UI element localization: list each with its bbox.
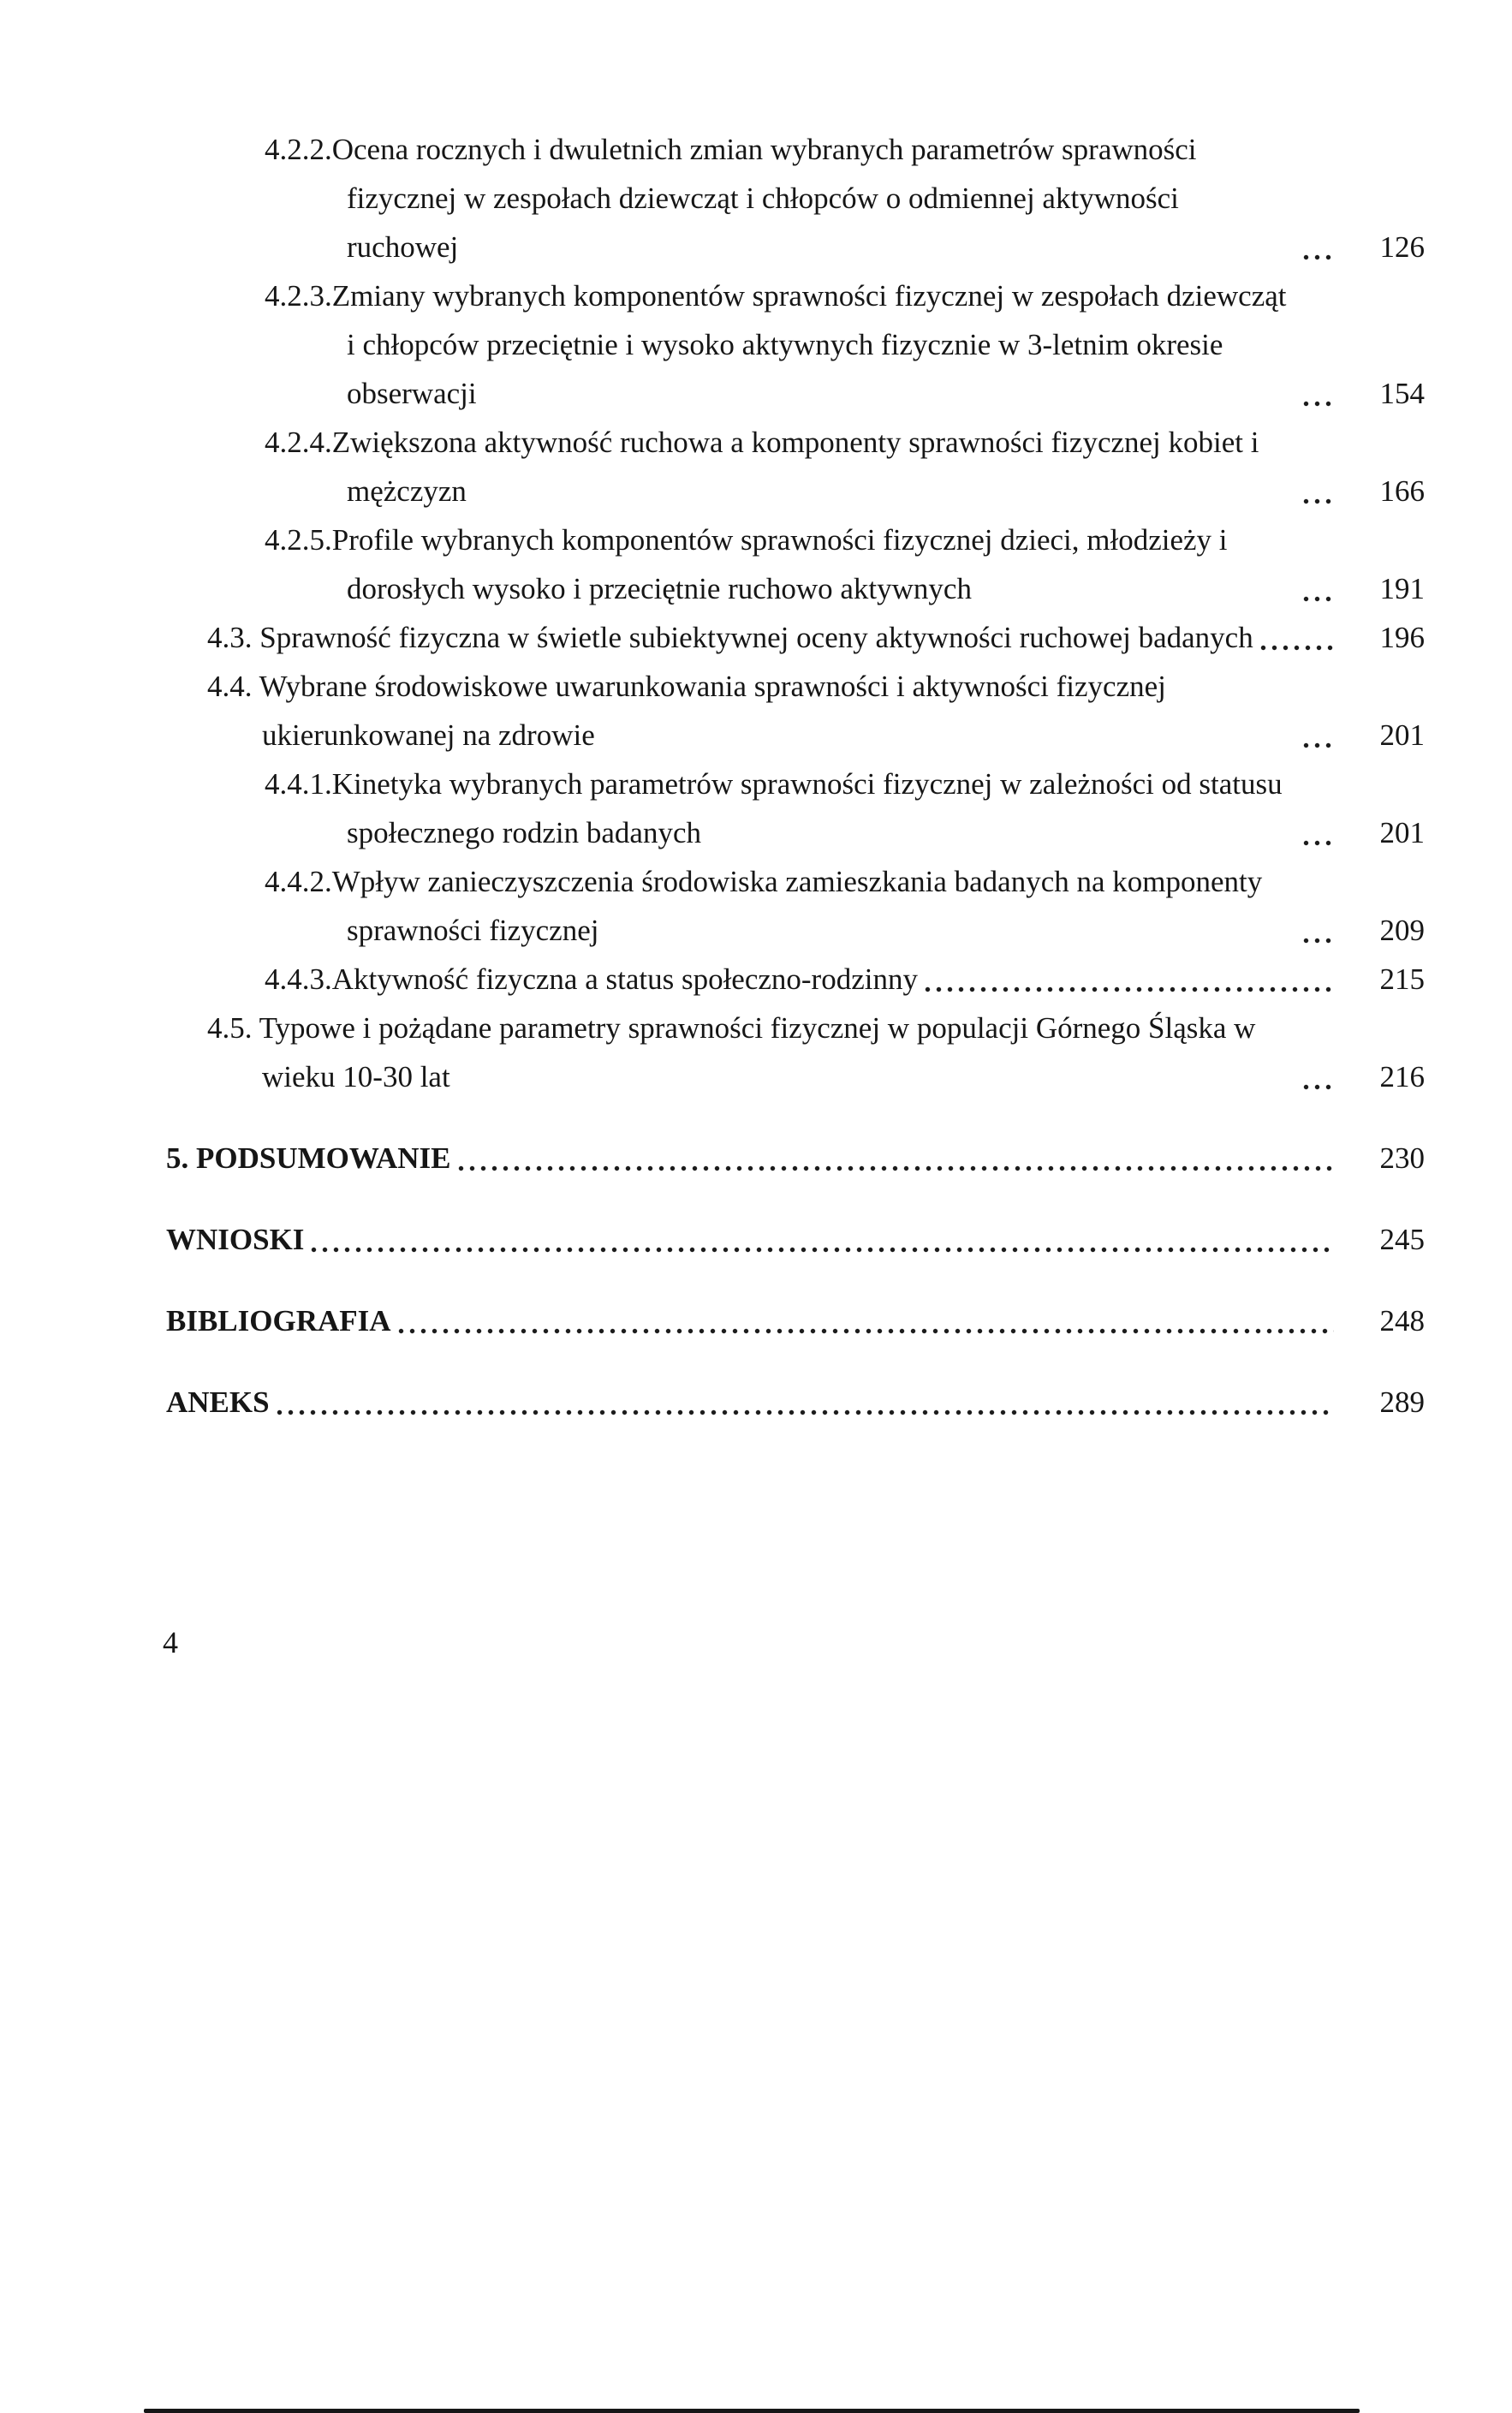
- toc-entry: [207, 662, 1425, 760]
- dot-leader: [277, 1409, 1334, 1415]
- toc-entry-label: 4.4.1.Kinetyka wybranych parametrów sprawności fizycznej w zależności od statusu społecznego rodzin badanych: [265, 767, 1283, 849]
- dot-leader: [925, 986, 1334, 992]
- dot-leader: [398, 1328, 1334, 1334]
- toc-entry-label: ANEKS: [166, 1385, 270, 1419]
- toc-entry-label: WNIOSKI: [166, 1223, 305, 1256]
- toc-entry-label: 4.4.3.Aktywność fizyczna a status społeczno-rodzinny: [265, 962, 918, 996]
- dot-leader: [1303, 742, 1334, 748]
- dot-leader: [1303, 401, 1334, 407]
- dot-leader: [1303, 254, 1334, 260]
- toc-entry-label: 4.3. Sprawność fizyczna w świetle subiektywnej oceny aktywności ruchowej badanych: [207, 621, 1253, 654]
- toc-entry-page: 230: [1379, 1141, 1425, 1175]
- toc-entry-label: 4.4. Wybrane środowiskowe uwarunkowania sprawności i aktywności fizycznej ukierunkowanej na zdrowie: [207, 670, 1166, 752]
- toc-entry-page: 201: [1379, 816, 1425, 849]
- toc-entry: [207, 1004, 1425, 1101]
- dot-leader: [1303, 938, 1334, 944]
- toc-entry-page: 196: [1379, 621, 1425, 654]
- toc-entry-page: 216: [1379, 1060, 1425, 1093]
- toc-entry: [166, 1378, 1425, 1427]
- toc-entry: [265, 418, 1425, 515]
- dot-leader: [311, 1247, 1334, 1253]
- dot-leader: [1260, 645, 1334, 651]
- toc-entry: [166, 1296, 1425, 1345]
- toc-entry-label: 4.4.2.Wpływ zanieczyszczenia środowiska zamieszkania badanych na komponenty sprawności fizycznej: [265, 865, 1263, 947]
- toc-entry-label: 4.2.5.Profile wybranych komponentów sprawności fizycznej dzieci, młodzieży i dorosłych wysoko i przeciętnie ruchowo aktywnych: [265, 523, 1228, 605]
- toc-entries: [166, 125, 1425, 1427]
- toc-entry: [265, 955, 1425, 1004]
- toc-entry: [207, 613, 1425, 662]
- toc-entry-label: BIBLIOGRAFIA: [166, 1304, 391, 1338]
- dot-leader: [1303, 498, 1334, 504]
- toc-entry-label: 4.2.2.Ocena rocznych i dwuletnich zmian wybranych parametrów sprawności fizycznej w zespołach dziewcząt i chłopców o odmiennej aktywności ruchowej: [265, 133, 1197, 264]
- toc-entry-page: 215: [1379, 962, 1425, 996]
- toc-entry-page: 154: [1379, 377, 1425, 410]
- dot-leader: [1303, 596, 1334, 602]
- toc-entry-page: 126: [1379, 230, 1425, 264]
- toc-entry-page: 289: [1379, 1385, 1425, 1419]
- dot-leader: [1303, 1084, 1334, 1090]
- toc-entry-page: 248: [1379, 1304, 1425, 1338]
- toc-entry-page: 201: [1379, 718, 1425, 752]
- footer-page-number: 4: [163, 1625, 178, 1659]
- toc-entry: [166, 1215, 1425, 1264]
- toc-entry: [265, 760, 1425, 857]
- toc-entry-label: 4.2.3.Zmiany wybranych komponentów sprawności fizycznej w zespołach dziewcząt i chłopców przeciętnie i wysoko aktywnych fizycznie w 3-letnim okresie obserwacji: [265, 279, 1287, 410]
- toc-entry: [166, 1134, 1425, 1183]
- toc-entry-label: 5. PODSUMOWANIE: [166, 1141, 451, 1175]
- toc-entry: [265, 271, 1425, 418]
- toc-entry: [265, 125, 1425, 271]
- scan-edge-artifact: [144, 2409, 1360, 2413]
- toc-entry-label: 4.5. Typowe i pożądane parametry sprawności fizycznej w populacji Górnego Śląska w wieku 10-30 lat: [207, 1011, 1256, 1093]
- toc-entry: [265, 515, 1425, 613]
- toc-entry-page: 209: [1379, 914, 1425, 947]
- dot-leader: [458, 1165, 1334, 1171]
- toc-entry-label: 4.2.4.Zwiększona aktywność ruchowa a komponenty sprawności fizycznej kobiet i mężczyzn: [265, 426, 1259, 508]
- toc-entry-page: 245: [1379, 1223, 1425, 1256]
- toc-entry-page: 166: [1379, 474, 1425, 508]
- dot-leader: [1303, 840, 1334, 846]
- toc-entry: [265, 857, 1425, 955]
- toc-entry-page: 191: [1379, 572, 1425, 605]
